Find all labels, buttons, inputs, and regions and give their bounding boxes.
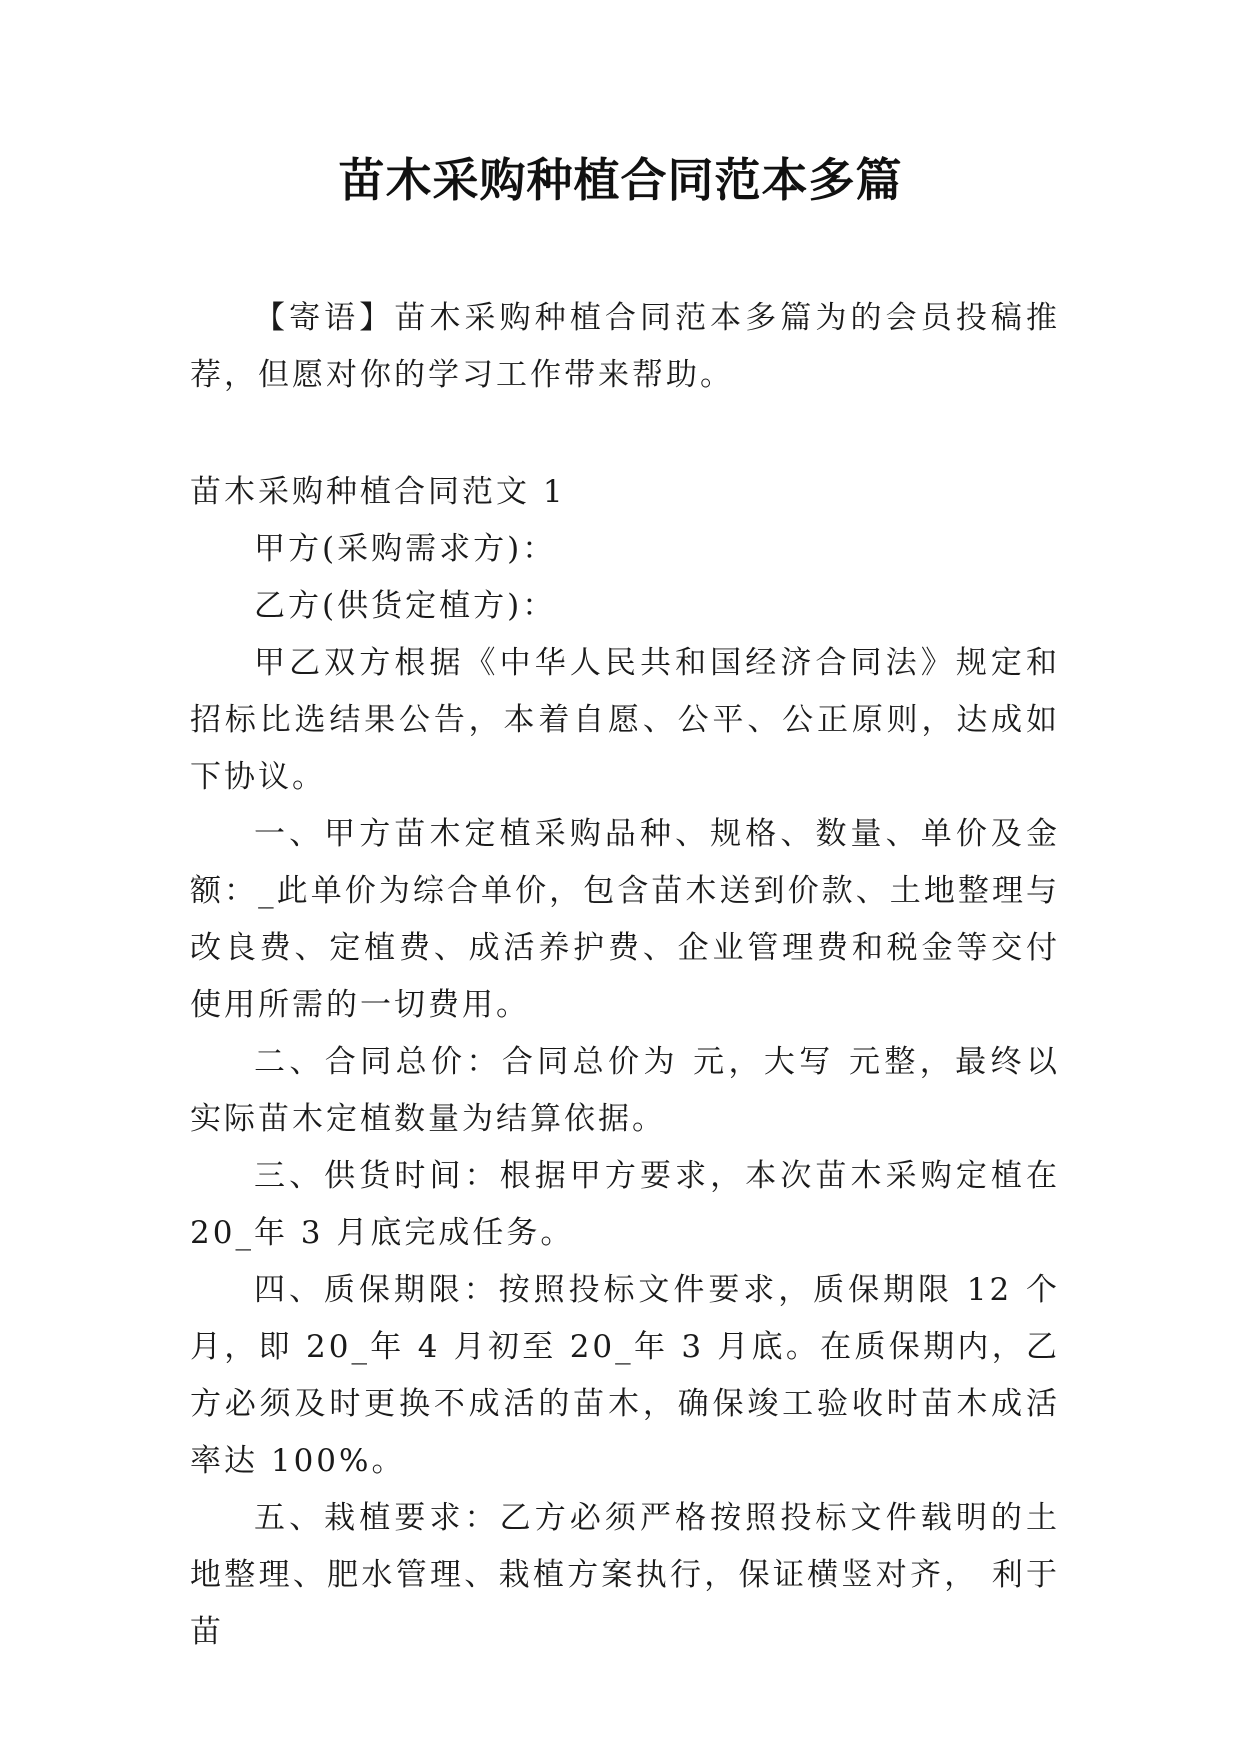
clause-5-paragraph: 五、栽植要求：乙方必须严格按照投标文件载明的土地整理、肥水管理、栽植方案执行，保证横竖对齐， 利于苗 [190, 1500, 1060, 1650]
document-body [190, 290, 1060, 1661]
section-heading: 苗木采购种植合同范文 1 [190, 474, 566, 510]
agreement-basis-paragraph: 甲乙双方根据《中华人民共和国经济合同法》规定和招标比选结果公告，本着自愿、公平、公正原则，达成如下协议。 [190, 645, 1060, 795]
document-title: 苗木采购种植合同范本多篇 [338, 153, 903, 207]
clause-4-paragraph: 四、质保期限：按照投标文件要求，质保期限 12 个月，即 20_年 4 月初至 20_年 3 月底。在质保期内，乙方必须及时更换不成活的苗木，确保竣工验收时苗木成活率达 100%。 [190, 1272, 1060, 1479]
clause-2-paragraph: 二、合同总价：合同总价为 元，大写 元整，最终以实际苗木定植数量为结算依据。 [190, 1044, 1060, 1137]
party-b-line: 乙方(供货定植方)： [254, 588, 557, 624]
clause-1-paragraph: 一、甲方苗木定植采购品种、规格、数量、单价及金额：_此单价为综合单价，包含苗木送到价款、土地整理与改良费、定植费、成活养护费、企业管理费和税金等交付使用所需的一切费用。 [190, 816, 1060, 1023]
clause-3-paragraph: 三、供货时间：根据甲方要求，本次苗木采购定植在 20_年 3 月底完成任务。 [190, 1158, 1060, 1251]
party-a-line: 甲方(采购需求方)： [254, 531, 557, 567]
intro-paragraph: 【寄语】苗木采购种植合同范本多篇为的会员投稿推荐，但愿对你的学习工作带来帮助。 [190, 300, 1060, 393]
